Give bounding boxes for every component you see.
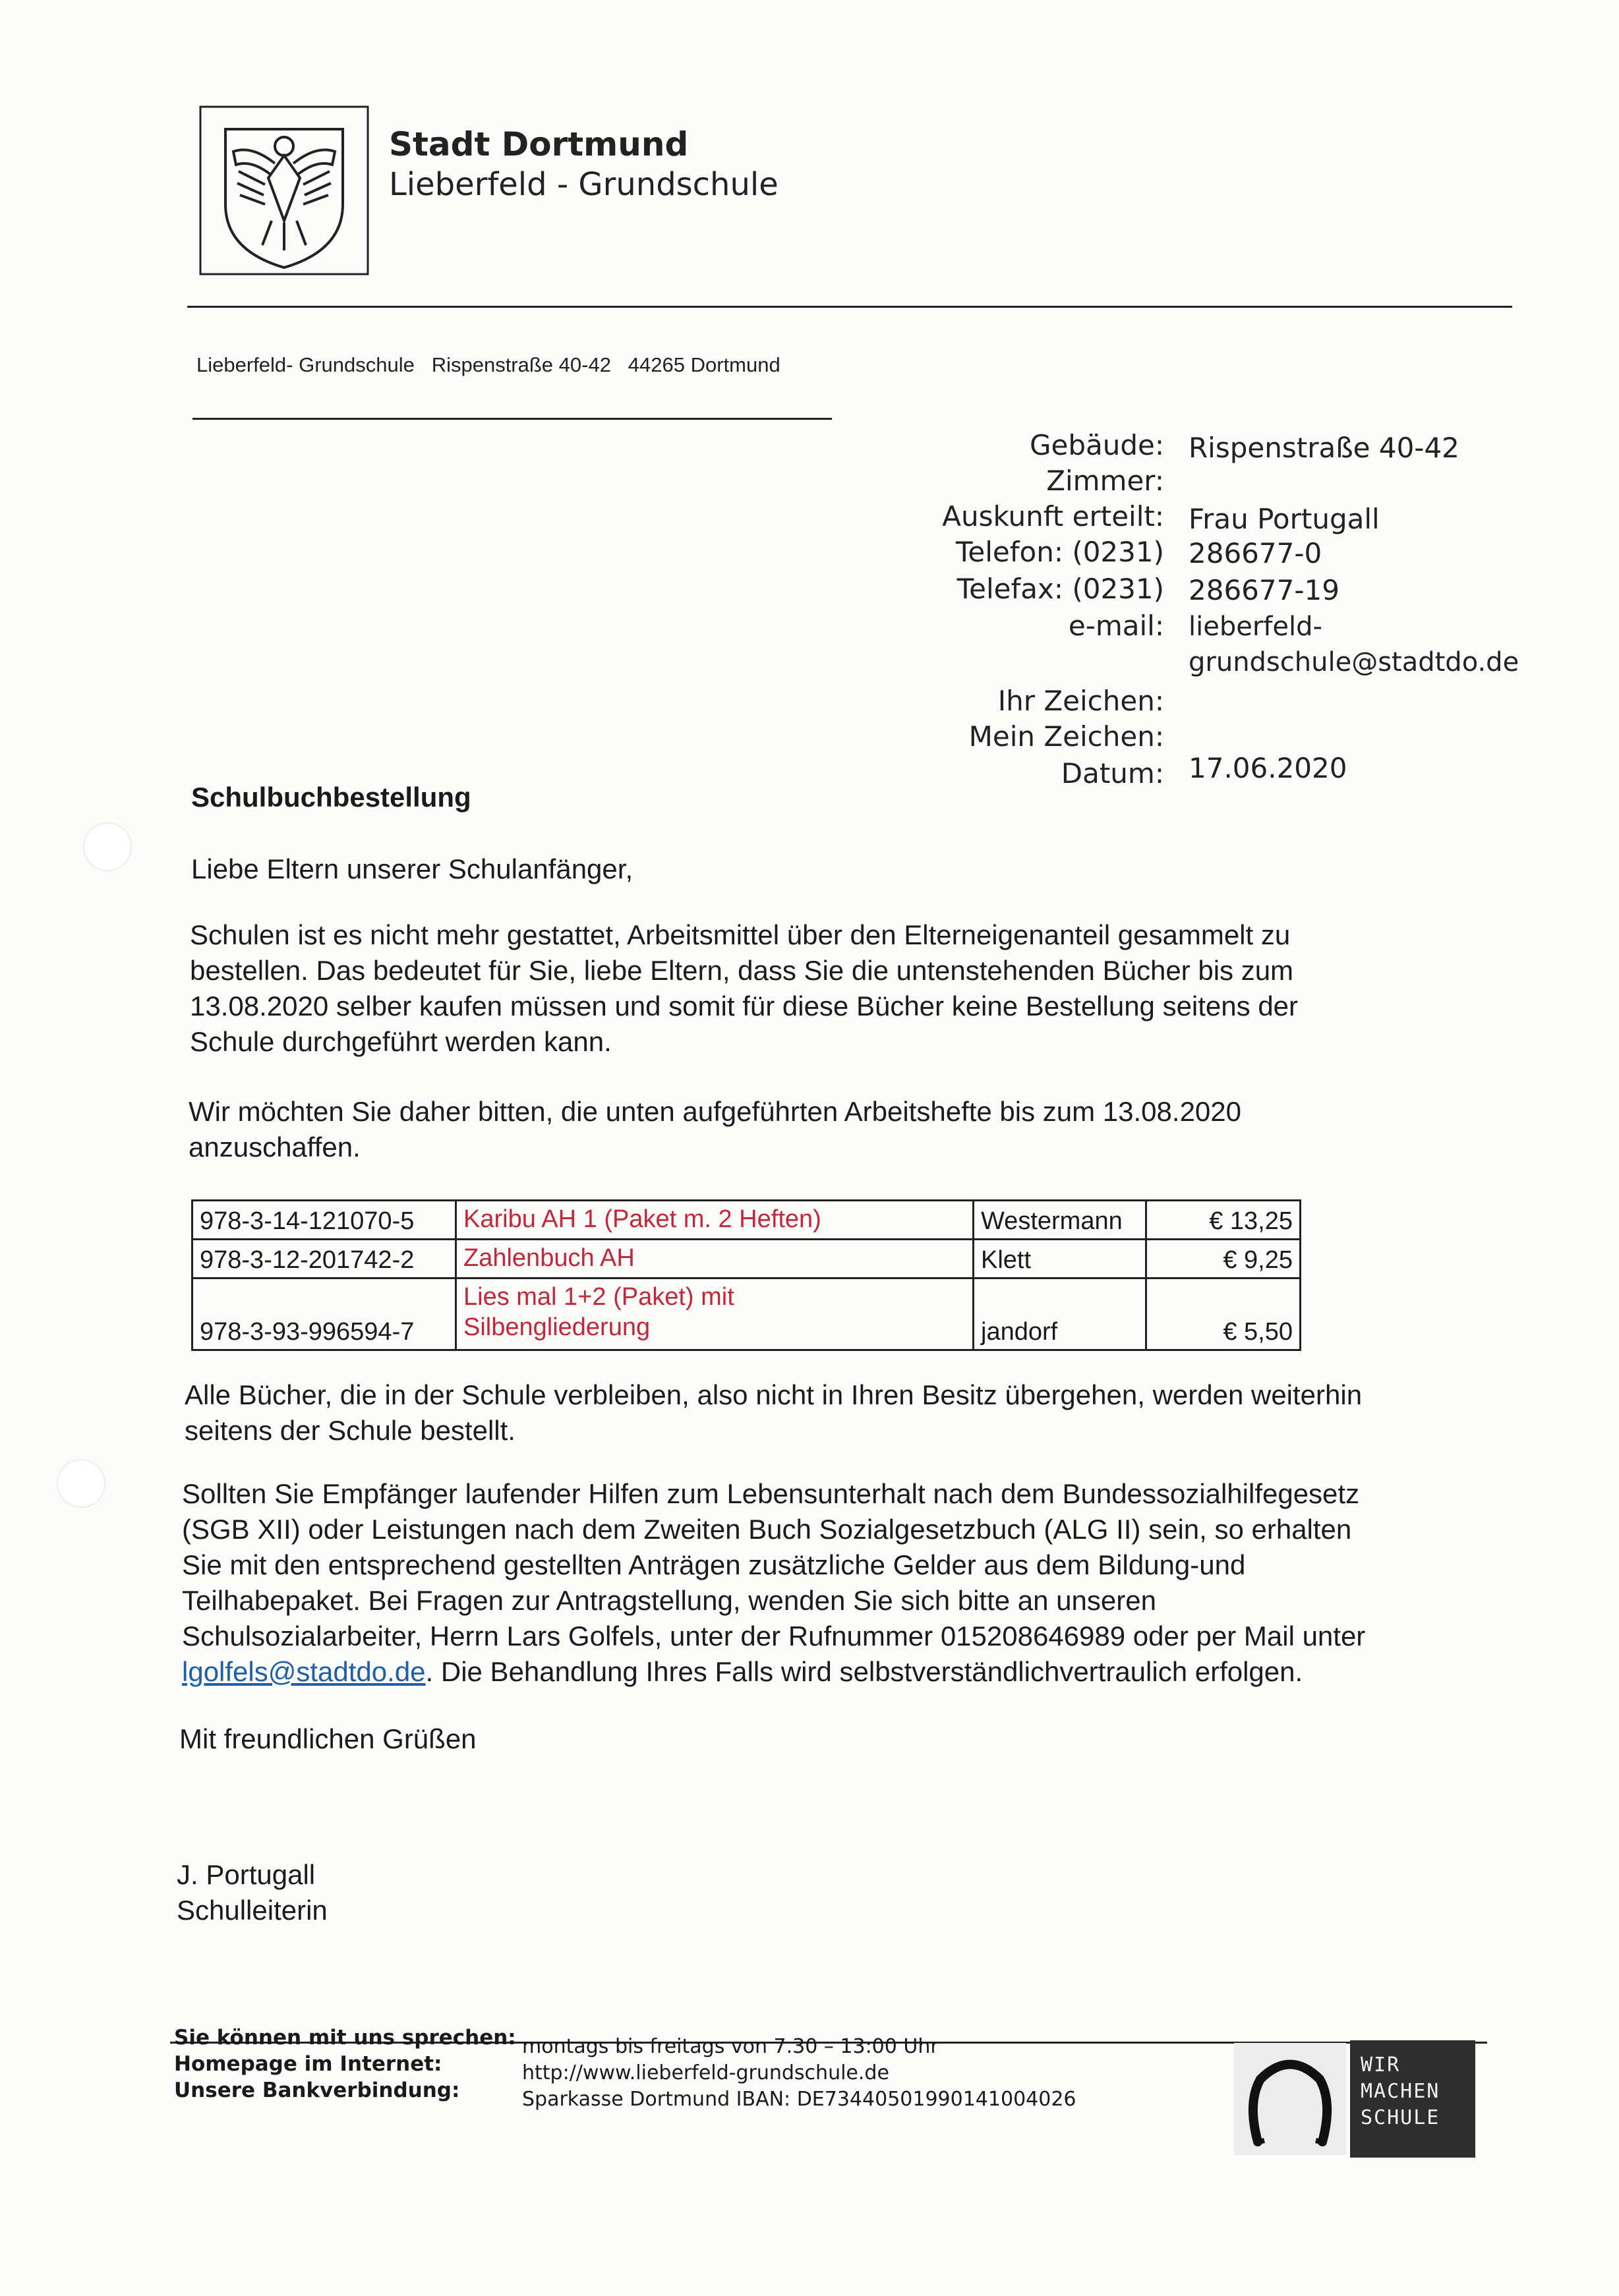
title-line: Silbengliederung bbox=[463, 1313, 651, 1341]
paragraph-line: seitens der Schule bestellt. bbox=[185, 1415, 515, 1446]
footer-speak-label: Sie können mit uns sprechen: bbox=[174, 2026, 516, 2050]
phone-value: 286677-0 bbox=[1189, 537, 1322, 569]
isbn-cell: 978-3-93-996594-7 bbox=[192, 1278, 456, 1350]
phone-label: Telefon: (0231) bbox=[955, 536, 1164, 568]
publisher-cell: Westermann bbox=[974, 1201, 1146, 1240]
paragraph-line: anzuschaffen. bbox=[189, 1132, 361, 1162]
paragraph-line: Schule durchgeführt werden kann. bbox=[190, 1026, 612, 1057]
paragraph-2 bbox=[189, 1094, 1241, 1165]
room-label: Zimmer: bbox=[1046, 465, 1164, 497]
punch-hole bbox=[58, 1460, 104, 1507]
price-cell: € 9,25 bbox=[1146, 1240, 1301, 1278]
title-cell: Karibu AH 1 (Paket m. 2 Heften) bbox=[456, 1201, 974, 1240]
logo-line: SCHULE bbox=[1361, 2106, 1440, 2129]
footer-web-label: Homepage im Internet: bbox=[174, 2052, 442, 2076]
footer-speak-value: montags bis freitags von 7.30 – 13:00 Uhr bbox=[522, 2035, 939, 2058]
signature-role: Schulleiterin bbox=[177, 1895, 328, 1926]
building-label: Gebäude: bbox=[1029, 429, 1164, 461]
sender-rule bbox=[192, 418, 832, 420]
title-line: Lies mal 1+2 (Paket) mit bbox=[463, 1283, 734, 1311]
closing: Mit freundlichen Grüßen bbox=[179, 1723, 477, 1754]
email-value-1: lieberfeld- bbox=[1189, 612, 1322, 642]
paragraph-1 bbox=[190, 917, 1298, 1060]
contact-label: Auskunft erteilt: bbox=[942, 500, 1164, 532]
fax-value: 286677-19 bbox=[1189, 574, 1339, 606]
fax-label: Telefax: (0231) bbox=[957, 573, 1164, 605]
title-cell bbox=[456, 1278, 974, 1350]
paragraph-line: bestellen. Das bedeutet für Sie, liebe Eltern, dass Sie die untenstehenden Bücher bis zum bbox=[190, 955, 1294, 986]
paragraph-line: (SGB XII) oder Leistungen nach dem Zweiten Buch Sozialgesetzbuch (ALG II) sein, so erhalten bbox=[182, 1514, 1352, 1545]
subject: Schulbuchbestellung bbox=[191, 782, 471, 813]
paragraph-line-end: . Die Behandlung Ihres Falls wird selbstverständlichvertraulich erfolgen. bbox=[425, 1656, 1303, 1687]
building-value: Rispenstraße 40-42 bbox=[1189, 432, 1459, 464]
paragraph-4 bbox=[182, 1476, 1365, 1690]
punch-hole bbox=[84, 824, 131, 870]
date-label: Datum: bbox=[1061, 757, 1164, 789]
paragraph-3 bbox=[185, 1377, 1362, 1449]
price-cell: € 13,25 bbox=[1146, 1201, 1301, 1240]
table-row bbox=[192, 1240, 1301, 1278]
email-label: e-mail: bbox=[1068, 610, 1164, 642]
isbn-cell: 978-3-12-201742-2 bbox=[192, 1240, 456, 1278]
arch-logo-icon bbox=[1234, 2043, 1346, 2155]
email-value-2: grundschule@stadtdo.de bbox=[1189, 647, 1519, 677]
greeting: Liebe Eltern unserer Schulanfänger, bbox=[191, 853, 633, 884]
paragraph-line: Alle Bücher, die in der Schule verbleiben, also nicht in Ihren Besitz übergehen, werden weiterhin bbox=[185, 1379, 1363, 1410]
footer-bank-label: Unsere Bankverbindung: bbox=[174, 2079, 460, 2102]
header-rule bbox=[187, 306, 1512, 308]
logo-line: WIR bbox=[1361, 2053, 1401, 2077]
org-name: Stadt Dortmund bbox=[389, 125, 689, 163]
sender-line: Lieberfeld- Grundschule Rispenstraße 40-42 44265 Dortmund bbox=[196, 353, 780, 376]
footer-bank-value: Sparkasse Dortmund IBAN: DE73440501990141004026 bbox=[522, 2088, 1076, 2111]
paragraph-line bbox=[182, 1654, 1365, 1690]
logo-line: MACHEN bbox=[1361, 2080, 1440, 2103]
publisher-cell: jandorf bbox=[974, 1278, 1146, 1350]
paragraph-line: Sie mit den entsprechend gestellten Anträgen zusätzliche Gelder aus dem Bildung-und bbox=[182, 1549, 1246, 1580]
signature-name: J. Portugall bbox=[177, 1859, 316, 1890]
paragraph-line: 13.08.2020 selber kaufen müssen und somit für diese Bücher keine Bestellung seitens der bbox=[190, 990, 1299, 1021]
your-ref-label: Ihr Zeichen: bbox=[997, 685, 1164, 717]
price-cell: € 5,50 bbox=[1146, 1278, 1301, 1350]
book-table bbox=[191, 1199, 1301, 1351]
table-row bbox=[192, 1201, 1301, 1240]
social-worker-email-link[interactable]: lgolfels@stadtdo.de bbox=[182, 1656, 426, 1687]
my-ref-label: Mein Zeichen: bbox=[968, 720, 1164, 753]
footer-web-value[interactable]: http://www.lieberfeld-grundschule.de bbox=[522, 2061, 889, 2084]
date-value: 17.06.2020 bbox=[1189, 752, 1347, 784]
contact-value: Frau Portugall bbox=[1189, 503, 1380, 535]
publisher-cell: Klett bbox=[974, 1240, 1146, 1278]
table-row bbox=[192, 1278, 1301, 1350]
title-cell: Zahlenbuch AH bbox=[456, 1240, 974, 1278]
paragraph-line: Schulsozialarbeiter, Herrn Lars Golfels, unter der Rufnummer 015208646989 oder per Mail unter bbox=[182, 1621, 1366, 1651]
isbn-cell: 978-3-14-121070-5 bbox=[192, 1201, 456, 1240]
paragraph-line: Sollten Sie Empfänger laufender Hilfen zum Lebensunterhalt nach dem Bundessozialhilfegesetz bbox=[182, 1478, 1360, 1509]
city-eagle-crest-icon bbox=[199, 105, 369, 275]
school-name: Lieberfeld - Grundschule bbox=[389, 166, 779, 203]
wir-machen-schule-logo bbox=[1350, 2040, 1475, 2158]
paragraph-line: Schulen ist es nicht mehr gestattet, Arbeitsmittel über den Elterneigenanteil gesammelt zu bbox=[190, 919, 1291, 950]
paragraph-line: Wir möchten Sie daher bitten, die unten aufgeführten Arbeitshefte bis zum 13.08.2020 bbox=[189, 1096, 1242, 1127]
paragraph-line: Teilhabepaket. Bei Fragen zur Antragstellung, wenden Sie sich bitte an unseren bbox=[182, 1585, 1156, 1616]
